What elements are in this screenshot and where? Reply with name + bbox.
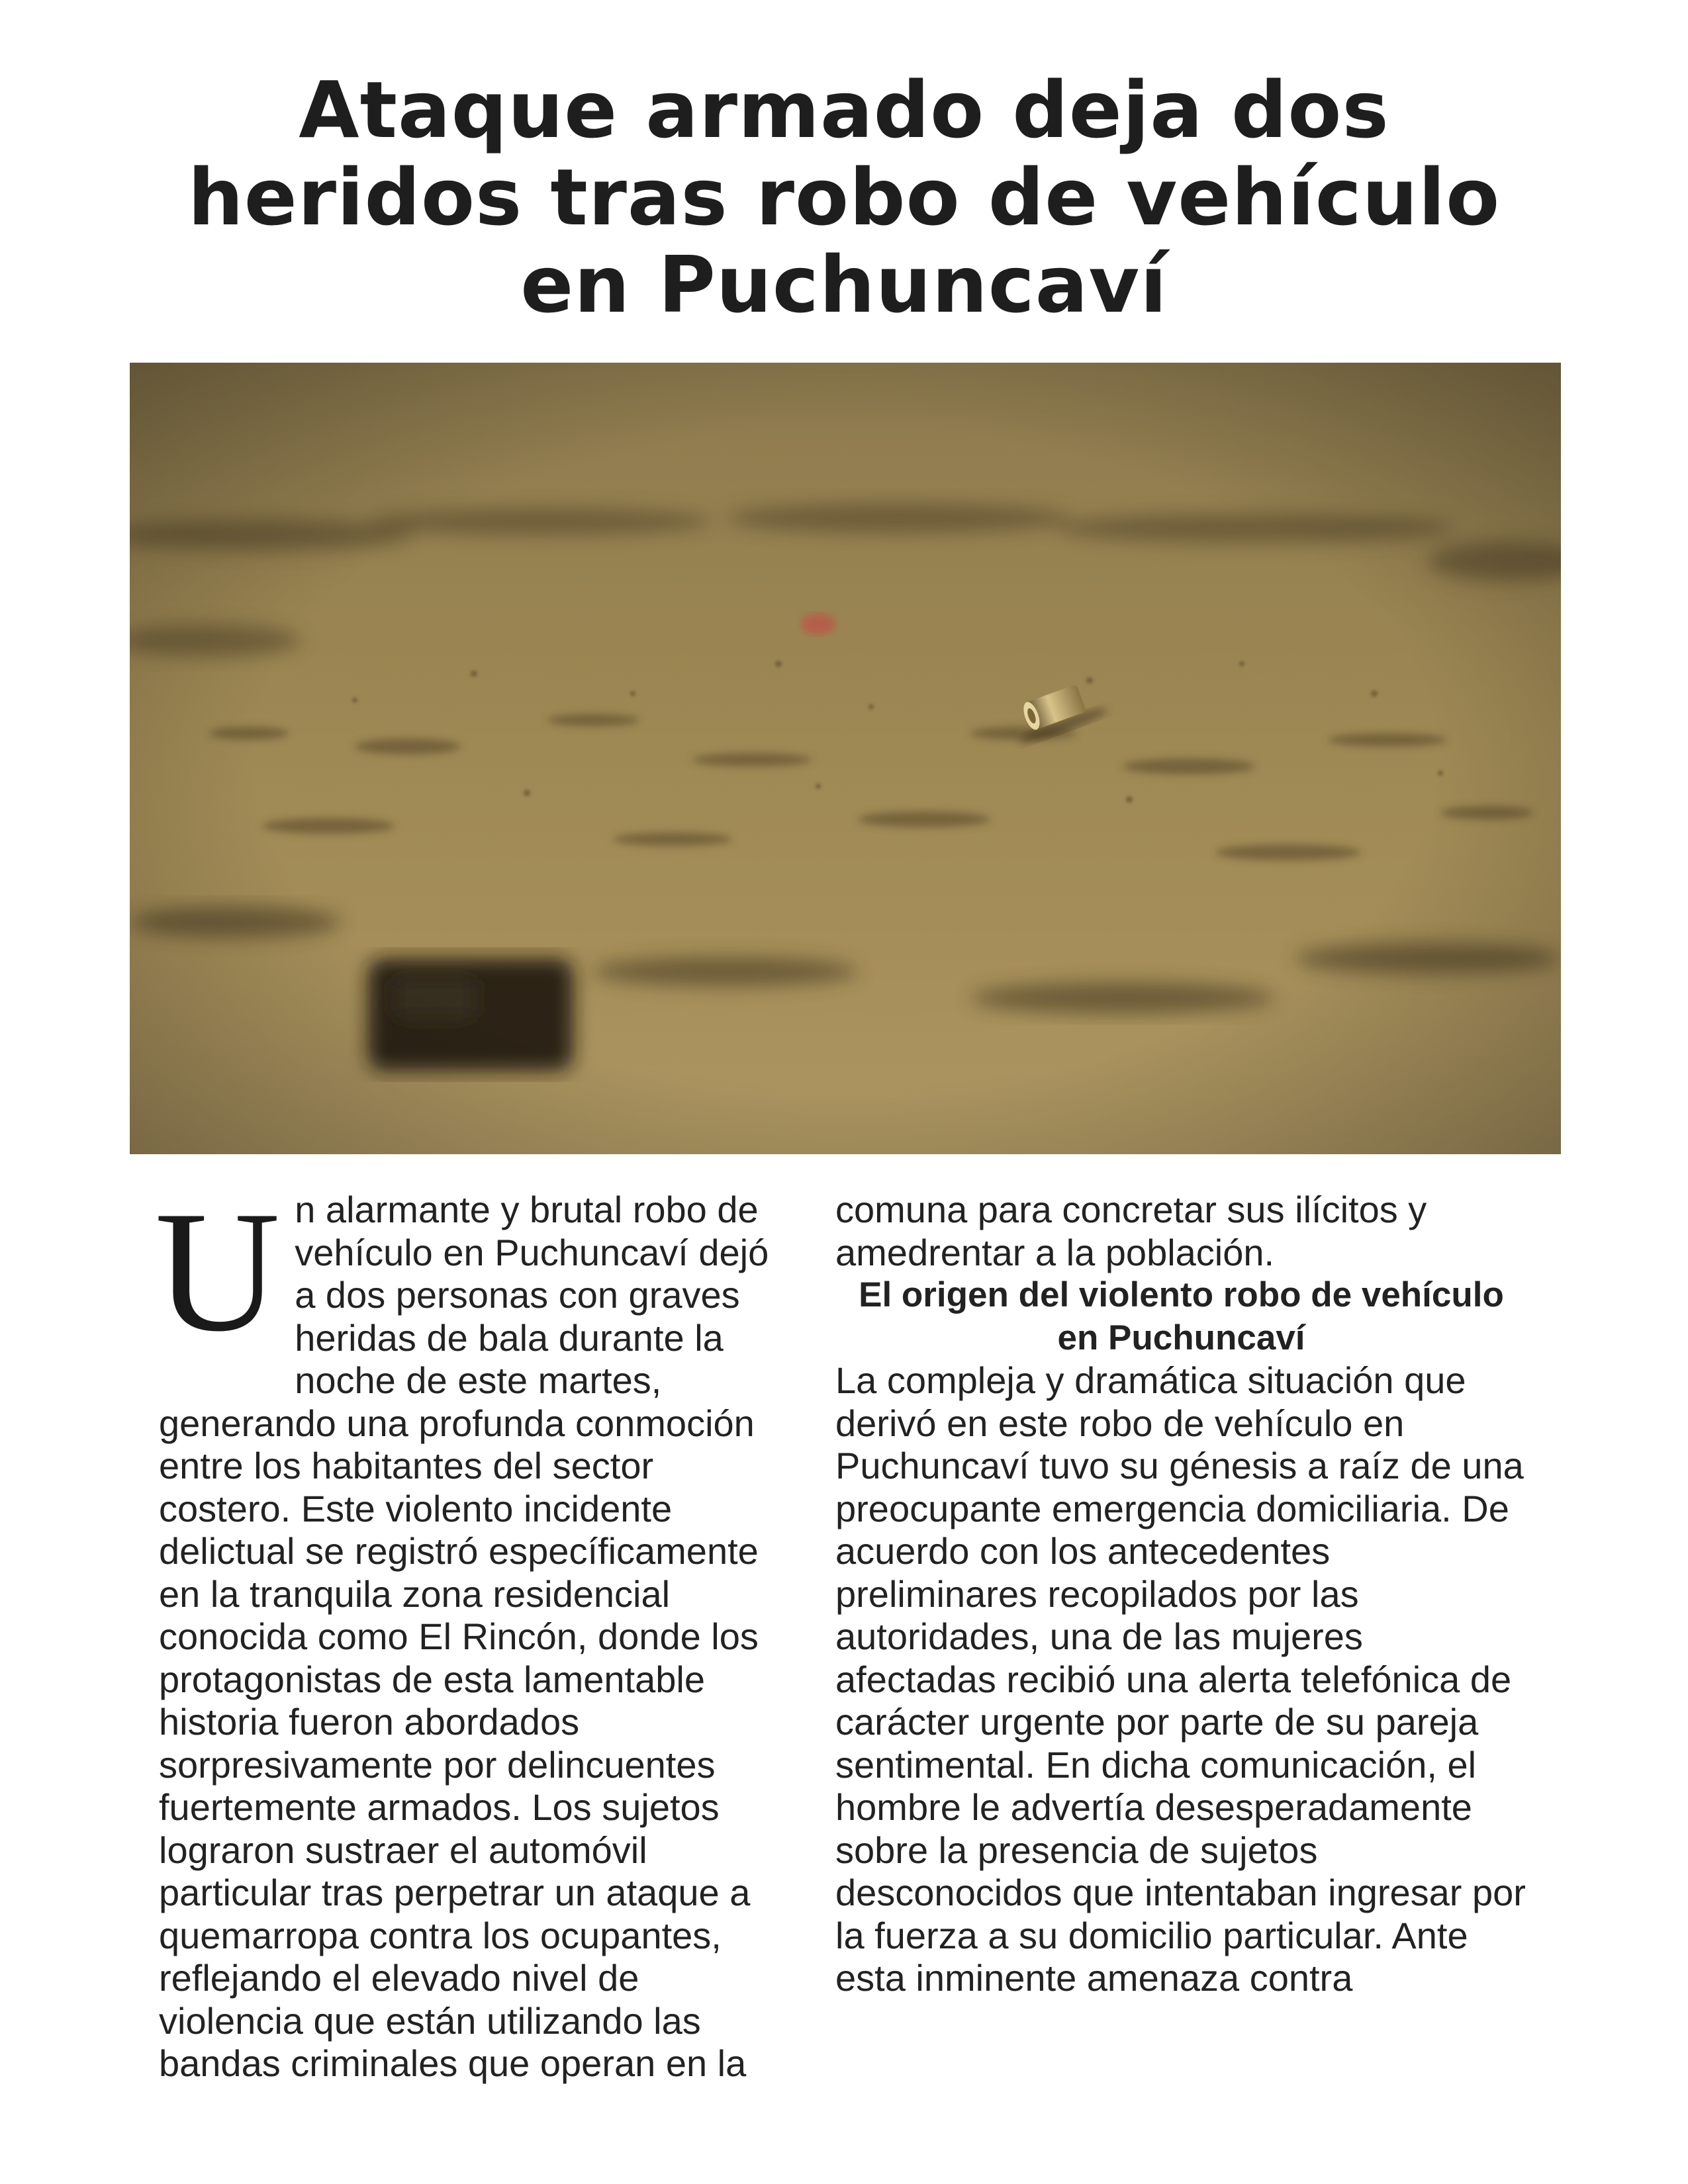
article-column-right <box>835 1189 1527 2000</box>
drop-cap: U <box>155 1175 281 1367</box>
lead-paragraph-continued: comuna para concretar sus ilícitos y amedrentar a la población. <box>835 1189 1427 1273</box>
photo-bullet-casing-icon <box>130 363 1561 1154</box>
headline: Ataque armado deja dos heridos tras robo de vehículo en Puchuncaví <box>187 64 1501 330</box>
lead-paragraph <box>155 1175 781 2085</box>
subheading: El origen del violento robo de vehículo en Puchuncaví <box>859 1275 1504 1357</box>
second-paragraph: La compleja y dramática situación que derivó en este robo de vehículo en Puchuncaví tuvo su génesis a raíz de una preocupante emergencia domiciliaria. De acuerdo con los antecedentes preliminares recopilados por las autoridades, una de las mujeres afectadas recibió una alerta telefónica de carácter urgente por parte de su pareja sentimental. En dicha comunicación, el hombre le advertía desesperadamente sobre la presencia de sujetos desconocidos que intentaban ingresar por la fuerza a su domicilio particular. Ante esta inminente amenaza contra <box>835 1359 1526 1999</box>
lead-paragraph-text: n alarmante y brutal robo de vehículo en Puchuncaví dejó a dos personas con graves heridas de bala durante la noche de este martes, generando una profunda conmoción entre los habitantes del sector costero. Este violento incidente delictual se registró específicamente en la tranquila zona residencial conocida como El Rincón, donde los protagonistas de esta lamentable historia fueron abordados sorpresivamente por delincuentes fuertemente armados. Los sujetos lograron sustraer el automóvil particular tras perpetrar un ataque a quemarropa contra los ocupantes, reflejando el elevado nivel de violencia que están utilizando las bandas criminales que operan en la <box>159 1189 769 2084</box>
article-photo <box>130 363 1561 1154</box>
article-column-left <box>155 1175 781 2085</box>
